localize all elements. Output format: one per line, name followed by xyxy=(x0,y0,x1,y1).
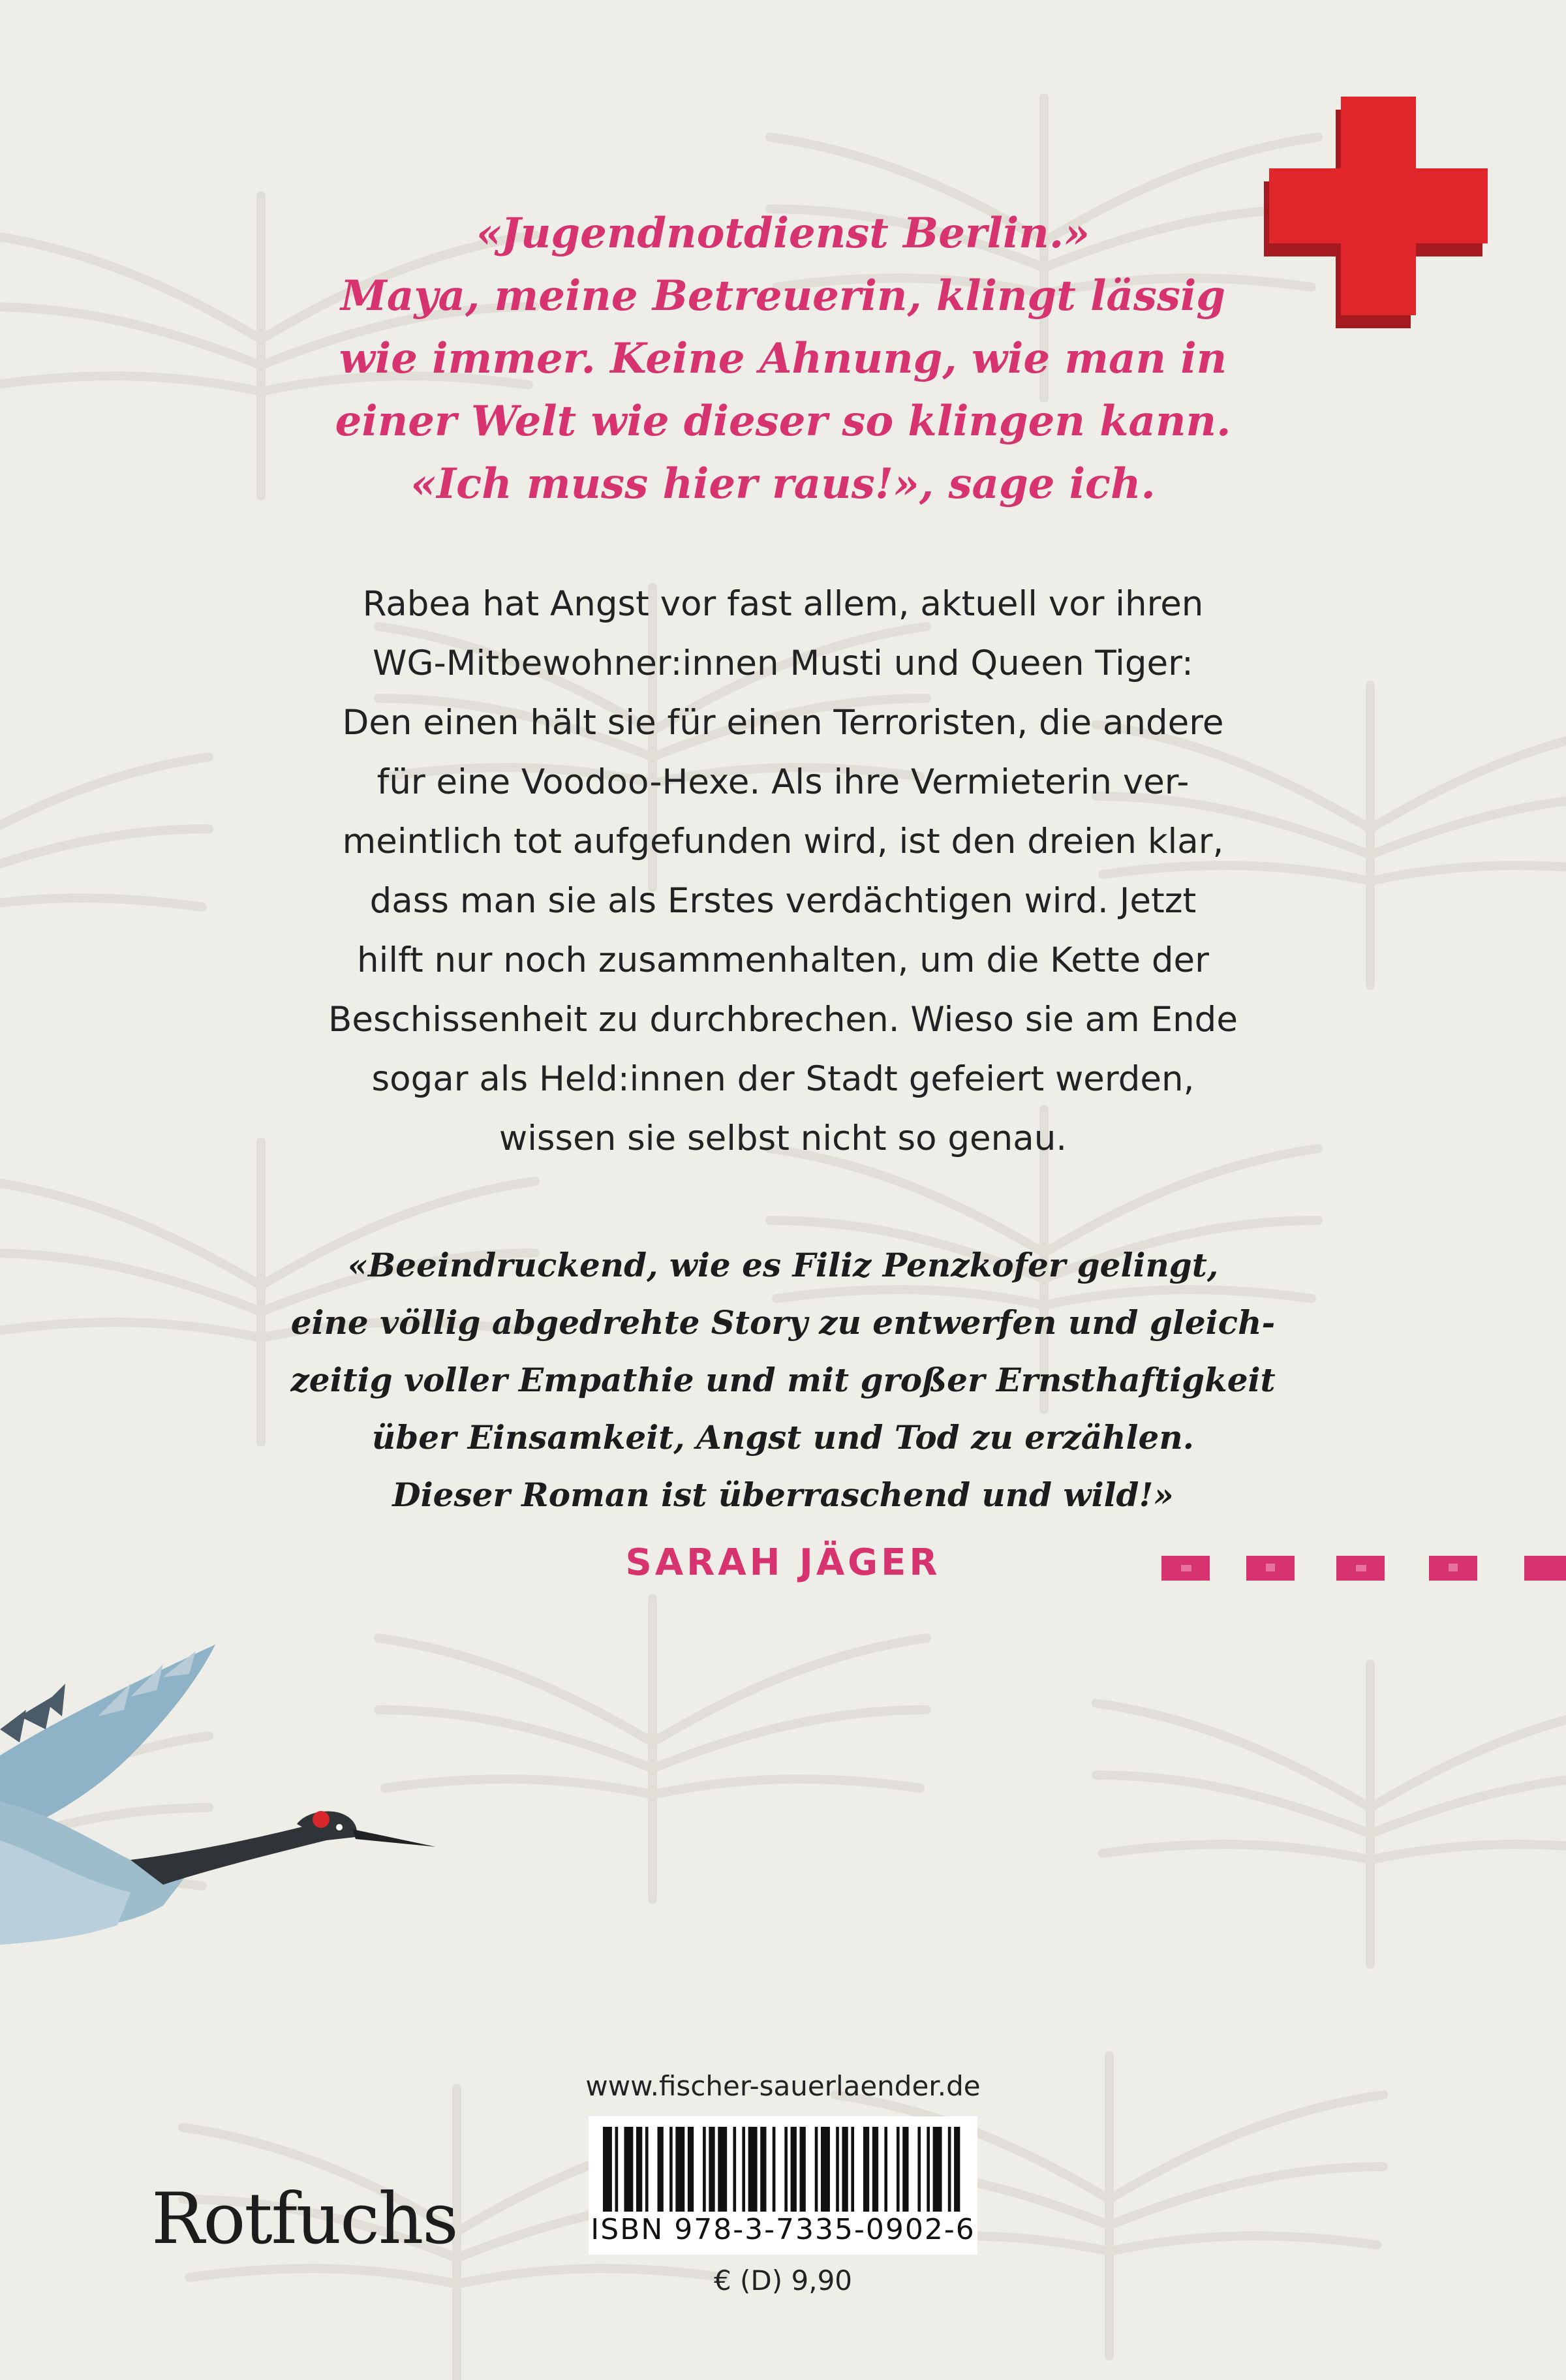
quote-line: einer Welt wie dieser so klingen kann. xyxy=(335,397,1231,446)
blurb-line: Rabea hat Angst vor fast allem, aktuell vor ihren xyxy=(362,584,1204,624)
barcode-bar xyxy=(760,2127,766,2212)
review-line: Dieser Roman ist überraschend und wild!» xyxy=(392,1476,1174,1514)
blurb-line: hilft nur noch zusammenhalten, um die Kette der xyxy=(357,940,1209,980)
blurb-line: Beschissenheit zu durchbrechen. Wieso sie am Ende xyxy=(328,1000,1238,1040)
review-line: «Beeindruckend, wie es Filiz Penzkofer gelingt, xyxy=(347,1246,1219,1284)
price: € (D) 9,90 xyxy=(713,2264,853,2296)
review-author: SARAH JÄGER xyxy=(625,1541,941,1584)
barcode-bar xyxy=(658,2127,664,2212)
review-line: eine völlig abgedrehte Story zu entwerfen und gleich- xyxy=(290,1303,1276,1342)
barcode-bar xyxy=(742,2127,745,2212)
quote-line: «Ich muss hier raus!», sage ich. xyxy=(410,459,1156,508)
barcode-bar xyxy=(784,2127,788,2212)
barcode-bar xyxy=(884,2127,887,2212)
publisher-logo: Rotfuchs xyxy=(151,2178,457,2260)
book-blurb xyxy=(196,574,1370,1168)
barcode-bar xyxy=(836,2127,839,2212)
barcode-bar xyxy=(927,2127,930,2212)
isbn-number: ISBN 978-3-7335-0902-6 xyxy=(591,2213,975,2246)
barcode-bar xyxy=(718,2127,727,2212)
barcode-bar xyxy=(821,2127,830,2212)
publisher-website: www.fischer-sauerlaender.de xyxy=(585,2070,981,2102)
barcode xyxy=(589,2116,977,2255)
barcode-bar xyxy=(954,2127,960,2212)
blurb-line: für eine Voodoo-Hexe. Als ihre Vermieterin ver- xyxy=(376,762,1190,802)
quote-line: Maya, meine Betreuerin, klingt lässig xyxy=(341,271,1225,320)
barcode-bar xyxy=(688,2127,694,2212)
barcode-bar xyxy=(669,2127,673,2212)
blurb-line: wissen sie selbst nicht so genau. xyxy=(499,1119,1067,1158)
barcode-bar xyxy=(815,2127,818,2212)
barcode-bar xyxy=(948,2127,951,2212)
barcode-bar xyxy=(675,2127,684,2212)
blurb-line: WG-Mitbewohner:innen Musti und Queen Tiger: xyxy=(373,643,1193,683)
review-quote xyxy=(196,1237,1370,1524)
barcode-bar xyxy=(791,2127,797,2212)
review-line: über Einsamkeit, Angst und Tod zu erzählen. xyxy=(371,1418,1195,1457)
opening-quote xyxy=(196,202,1370,516)
barcode-bar xyxy=(773,2127,776,2212)
barcode-bar xyxy=(863,2127,869,2212)
blurb-line: Den einen hält sie für einen Terroristen, die andere xyxy=(342,703,1224,743)
barcode-bar xyxy=(703,2127,706,2212)
barcode-bar xyxy=(748,2127,758,2212)
review-line: zeitig voller Empathie und mit großer Ernsthaftigkeit xyxy=(290,1361,1276,1399)
barcode-bar xyxy=(897,2127,900,2212)
barcode-bar xyxy=(615,2127,619,2212)
blurb-line: meintlich tot aufgefunden wird, ist den dreien klar, xyxy=(342,822,1224,861)
crane-bird-icon xyxy=(0,1645,457,2010)
barcode-bar xyxy=(733,2127,736,2212)
barcode-bar xyxy=(636,2127,642,2212)
barcode-bar xyxy=(872,2127,878,2212)
blurb-line: sogar als Held:innen der Stadt gefeiert werden, xyxy=(371,1059,1195,1099)
barcode-bar xyxy=(902,2127,908,2212)
barcode-bar xyxy=(645,2127,649,2212)
stitch-dashes-icon xyxy=(1161,1552,1566,1584)
quote-line: wie immer. Keine Ahnung, wie man in xyxy=(339,334,1227,383)
barcode-bar xyxy=(851,2127,854,2212)
barcode-bar xyxy=(917,2127,921,2212)
barcode-bar xyxy=(603,2127,612,2212)
barcode-bar xyxy=(800,2127,806,2212)
blurb-line: dass man sie als Erstes verdächtigen wird. Jetzt xyxy=(369,881,1197,921)
barcode-bar xyxy=(624,2127,633,2212)
barcode-icon xyxy=(603,2127,963,2212)
barcode-bar xyxy=(709,2127,714,2212)
barcode-bar xyxy=(842,2127,848,2212)
quote-line: «Jugendnotdienst Berlin.» xyxy=(476,209,1090,258)
barcode-bar xyxy=(933,2127,942,2212)
